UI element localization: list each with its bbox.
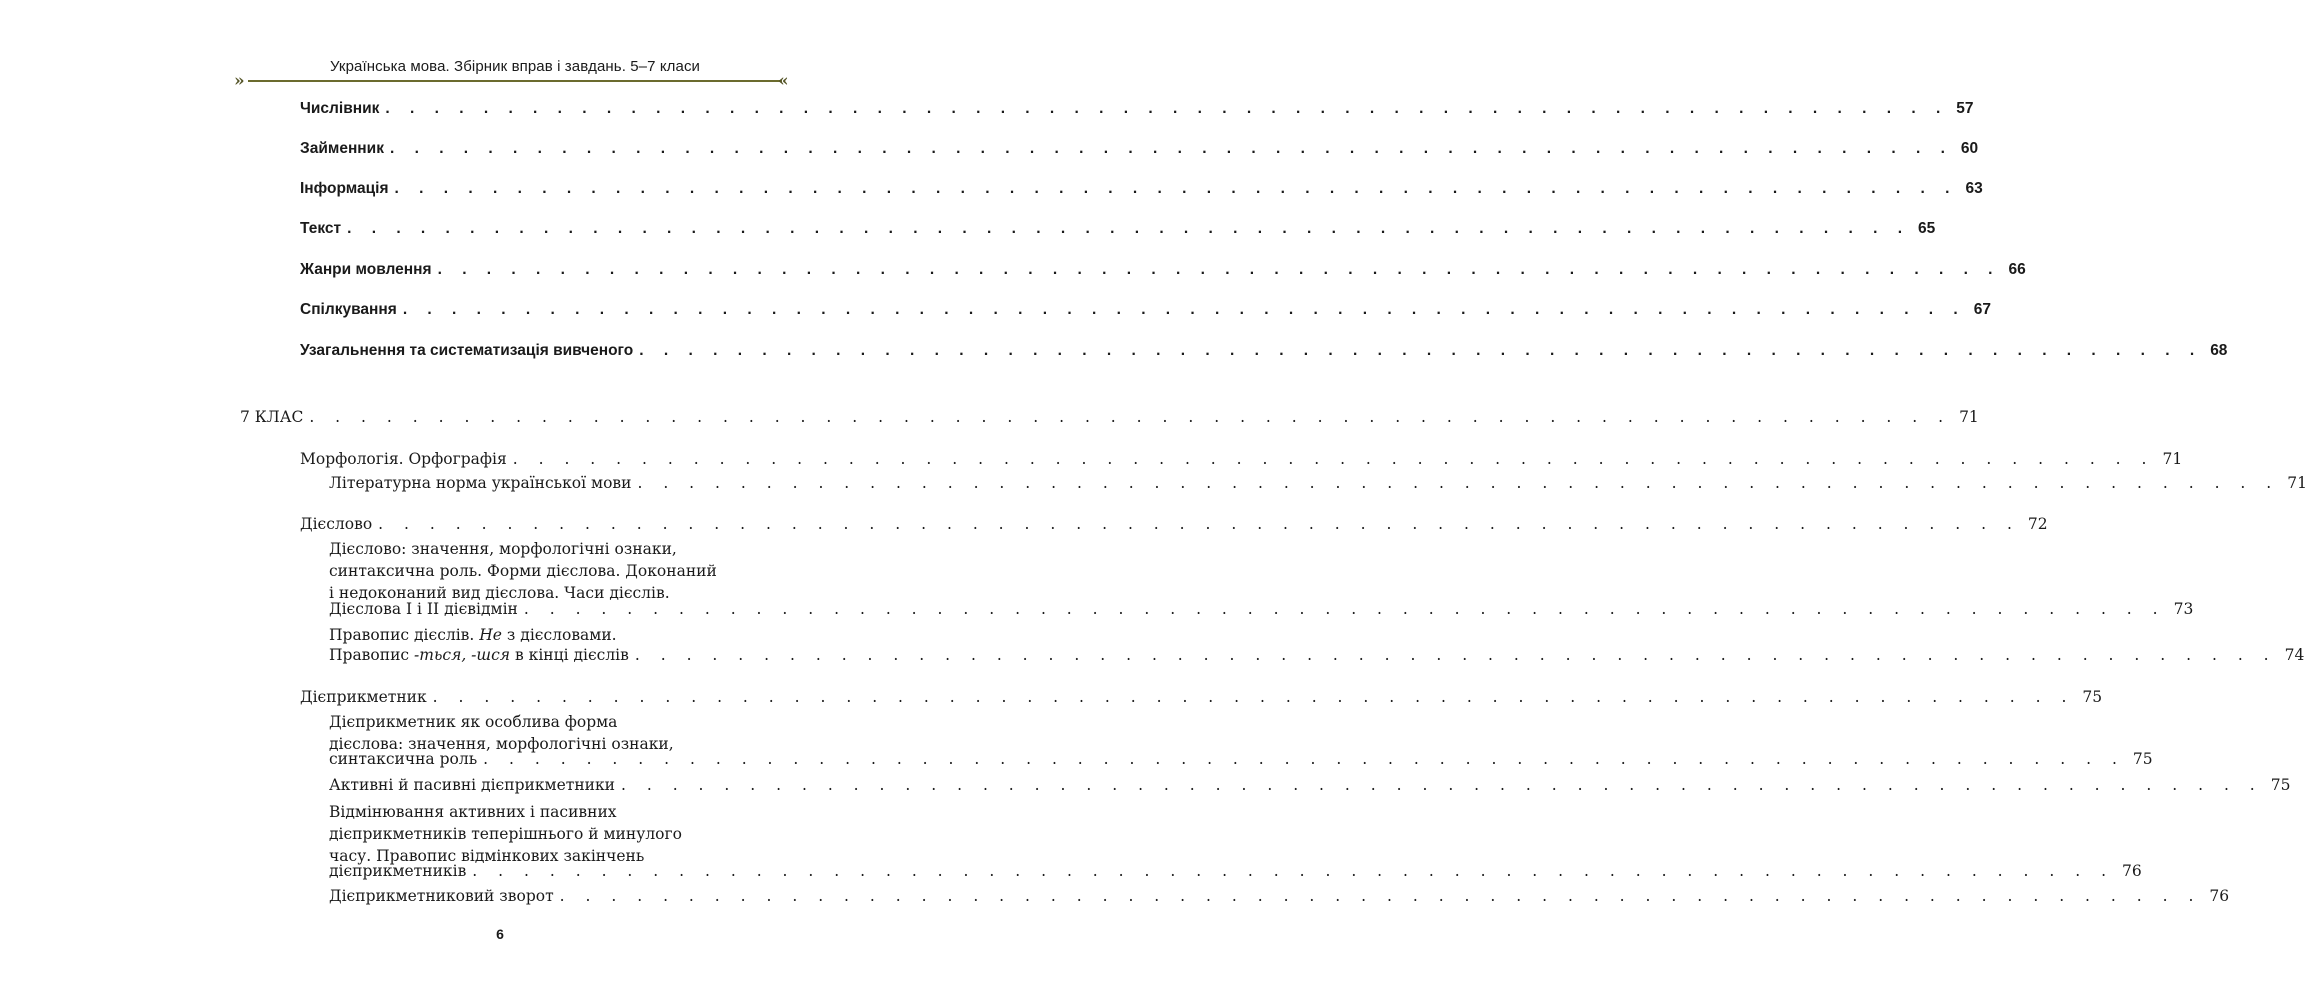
- toc-entry: [300, 688, 2103, 706]
- toc-entry-title: Спілкування: [300, 301, 397, 318]
- toc-subentry-line: Дієслово: значення, морфологічні ознаки,: [329, 540, 677, 558]
- toc-entry-page: 74: [2284, 646, 2305, 664]
- header-right-ornament: «: [778, 71, 789, 91]
- leader-dots: . . . . . . . . . . . . . . . . . . . . . . . . . . . . . . . . . . . . . . . . . . . . . . . . . . . . . . . . . . . . . . . .: [385, 100, 1949, 117]
- italic-term: Не: [479, 626, 502, 644]
- header-rule: [248, 80, 782, 82]
- toc-entry: [300, 140, 1979, 158]
- leader-dots: . . . . . . . . . . . . . . . . . . . . . . . . . . . . . . . . . . . . . . . . . . . . . . . . . . . . . . . . . . . . . . . .: [559, 887, 2202, 905]
- toc-entry-title: 7 КЛАС: [240, 408, 304, 426]
- toc-entry-page: 68: [2210, 342, 2228, 359]
- toc-entry-title: Морфологія. Орфографія: [300, 450, 507, 468]
- toc-entry-title: Жанри мовлення: [300, 261, 432, 278]
- toc-subentry-line: Дієприкметник як особлива форма: [329, 713, 618, 731]
- toc-subentry-line: Правопис дієслів. Не з дієсловами.: [329, 626, 617, 644]
- toc-entry: [300, 515, 2048, 533]
- toc-subentry-line: і недоконаний вид дієслова. Часи дієслів.: [329, 584, 670, 602]
- toc-entry-title: синтаксична роль: [329, 750, 478, 768]
- header-left-ornament: »: [234, 71, 245, 91]
- toc-entry-title: Дієприкметник: [300, 688, 427, 706]
- leader-dots: . . . . . . . . . . . . . . . . . . . . . . . . . . . . . . . . . . . . . . . . . . . . . . . . . . . . . . . . . . . . . . . .: [472, 862, 2115, 880]
- toc-subentry: [329, 646, 2305, 664]
- toc-subentry: [329, 862, 2142, 880]
- leader-dots: . . . . . . . . . . . . . . . . . . . . . . . . . . . . . . . . . . . . . . . . . . . . . . . . . . . . . . . . . . . . . . . .: [621, 776, 2263, 794]
- toc-entry-page: 65: [1918, 220, 1936, 237]
- page-number: 6: [496, 926, 504, 942]
- toc-subentry: [329, 776, 2291, 794]
- leader-dots: . . . . . . . . . . . . . . . . . . . . . . . . . . . . . . . . . . . . . . . . . . . . . . . . . . . . . . . . . . . . . . . .: [394, 180, 1958, 197]
- toc-entry-page: 72: [2027, 515, 2048, 533]
- italic-term: -ться, -шся: [414, 646, 511, 664]
- toc-entry-title: Літературна норма української мови: [329, 474, 632, 492]
- toc-subentry-line: часу. Правопис відмінкових закінчень: [329, 847, 645, 865]
- leader-dots: . . . . . . . . . . . . . . . . . . . . . . . . . . . . . . . . . . . . . . . . . . . . . . . . . . . . . . . . . . . . . . . .: [637, 474, 2280, 492]
- toc-subentry: [329, 750, 2153, 768]
- toc-subentry: [329, 600, 2194, 618]
- leader-dots: . . . . . . . . . . . . . . . . . . . . . . . . . . . . . . . . . . . . . . . . . . . . . . . . . . . . . . . . . . . . . . . .: [523, 600, 2166, 618]
- toc-entry-page: 71: [2287, 474, 2307, 492]
- leader-dots: . . . . . . . . . . . . . . . . . . . . . . . . . . . . . . . . . . . . . . . . . . . . . . . . . . . . . . . . . . . . . . . .: [639, 342, 2203, 359]
- toc-entry-title: Дієприкметниковий зворот: [329, 887, 554, 905]
- toc-entry-page: 76: [2122, 862, 2142, 880]
- toc-entry-title: Інформація: [300, 180, 389, 197]
- leader-dots: . . . . . . . . . . . . . . . . . . . . . . . . . . . . . . . . . . . . . . . . . . . . . . . . . . . . . . . . . . . . . . . .: [402, 301, 1966, 318]
- toc-entry-page: 76: [2209, 887, 2230, 905]
- leader-dots: . . . . . . . . . . . . . . . . . . . . . . . . . . . . . . . . . . . . . . . . . . . . . . . . . . . . . . . . . . . . . . . .: [389, 140, 1953, 157]
- toc-subentry: [329, 474, 2307, 492]
- toc-entry-title: Дієслово: [300, 515, 373, 533]
- toc-subentry-line: Відмінювання активних і пасивних: [329, 803, 617, 821]
- leader-dots: . . . . . . . . . . . . . . . . . . . . . . . . . . . . . . . . . . . . . . . . . . . . . . . . . . . . . . . . . . . . . . . .: [483, 750, 2125, 768]
- toc-entry-page: 71: [1959, 408, 1979, 426]
- toc-subentry-line: дієприкметників теперішнього й минулого: [329, 825, 682, 843]
- toc-entry: [300, 220, 1936, 238]
- toc-entry: [300, 180, 1983, 198]
- toc-entry-page: 57: [1956, 100, 1974, 117]
- toc-entry-page: 75: [2082, 688, 2103, 706]
- toc-subentry-line: синтаксична роль. Форми дієслова. Доконаний: [329, 562, 717, 580]
- toc-entry-title: Числівник: [300, 100, 380, 117]
- leader-dots: . . . . . . . . . . . . . . . . . . . . . . . . . . . . . . . . . . . . . . . . . . . . . . . . . . . . . . . . . . . . . . . .: [512, 450, 2155, 468]
- toc-entry-title: дієприкметників: [329, 862, 467, 880]
- leader-dots: . . . . . . . . . . . . . . . . . . . . . . . . . . . . . . . . . . . . . . . . . . . . . . . . . . . . . . . . . . . . . . . .: [309, 408, 1952, 426]
- toc-entry: [300, 100, 1974, 118]
- leader-dots: . . . . . . . . . . . . . . . . . . . . . . . . . . . . . . . . . . . . . . . . . . . . . . . . . . . . . . . . . . . . . . . .: [437, 261, 2001, 278]
- leader-dots: . . . . . . . . . . . . . . . . . . . . . . . . . . . . . . . . . . . . . . . . . . . . . . . . . . . . . . . . . . . . . . . .: [347, 220, 1911, 237]
- toc-entry-title: Правопис -ться, -шся в кінці дієслів: [329, 646, 629, 664]
- leader-dots: . . . . . . . . . . . . . . . . . . . . . . . . . . . . . . . . . . . . . . . . . . . . . . . . . . . . . . . . . . . . . . . .: [432, 688, 2075, 706]
- running-header-title: Українська мова. Збірник вправ і завдань. 5–7 класи: [329, 58, 701, 75]
- toc-entry-page: 67: [1973, 301, 1991, 318]
- toc-entry: [300, 342, 2228, 360]
- toc-entry-title: Активні й пасивні дієприкметники: [329, 776, 615, 794]
- toc-entry-title: Дієслова I і II дієвідмін: [329, 600, 518, 618]
- toc-entry-page: 66: [2008, 261, 2026, 278]
- toc-subentry-line: дієслова: значення, морфологічні ознаки,: [329, 735, 674, 753]
- toc-entry: [300, 261, 2026, 279]
- toc-section-heading: [240, 408, 1979, 426]
- toc-entry-title: Узагальнення та систематизація вивченого: [300, 342, 634, 359]
- toc-entry-page: 73: [2173, 600, 2194, 618]
- toc-entry-title: Займенник: [300, 140, 384, 157]
- toc-entry-page: 75: [2132, 750, 2153, 768]
- toc-entry: [300, 450, 2183, 468]
- toc-entry: [300, 301, 1991, 319]
- toc-entry-page: 60: [1960, 140, 1979, 157]
- leader-dots: . . . . . . . . . . . . . . . . . . . . . . . . . . . . . . . . . . . . . . . . . . . . . . . . . . . . . . . . . . . . . . . .: [378, 515, 2020, 533]
- toc-entry-page: 75: [2270, 776, 2291, 794]
- toc-entry-title: Текст: [300, 220, 342, 237]
- leader-dots: . . . . . . . . . . . . . . . . . . . . . . . . . . . . . . . . . . . . . . . . . . . . . . . . . . . . . . . . . . . . . . . .: [634, 646, 2277, 664]
- toc-entry-page: 63: [1965, 180, 1983, 197]
- toc-subentry: [329, 887, 2230, 905]
- toc-entry-page: 71: [2162, 450, 2183, 468]
